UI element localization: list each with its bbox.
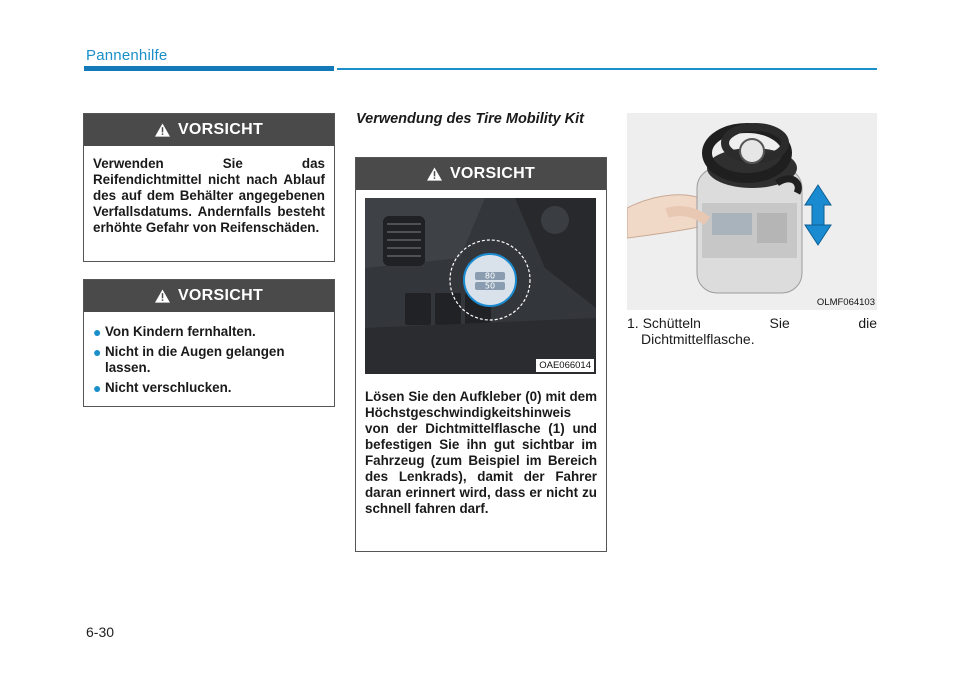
bullet-icon: ●	[93, 380, 102, 396]
caution-text: Verwenden Sie das Reifendichtmittel nicht nach Ablauf des auf dem Behälter angegebenen Verfallsdatums. Andernfalls besteht erhöhte Gefahr von Reifenschäden.	[93, 156, 325, 235]
caution-text: Lösen Sie den Aufkleber (0) mit dem Höchstgeschwindigkeitshinweis von der Dichtmittelflasche (1) und befestigen Sie ihn gut sichtbar im Fahrzeug (zum Beispiel im Bereich des Lenkrads), damit der Fahrer daran erinnert wird, dass er nicht zu schnell fahren darf.	[365, 389, 597, 516]
step-word: die	[858, 315, 877, 331]
sticker-speed-lower: 50	[484, 281, 496, 291]
caution-title: VORSICHT	[177, 121, 264, 138]
caution-box-safety	[83, 279, 335, 407]
bullet-icon: ●	[93, 344, 102, 360]
instruction-step	[627, 315, 877, 347]
warning-triangle-icon	[155, 289, 170, 303]
page-number: 6-30	[86, 624, 115, 640]
caution-header	[84, 114, 334, 146]
caution-title: VORSICHT	[177, 287, 264, 304]
caution-box-expiry	[83, 113, 335, 262]
list-item: ● Nicht verschlucken.	[93, 380, 232, 396]
section-subheading: Verwendung des Tire Mobility Kit	[356, 111, 584, 127]
dashboard-sticker-photo	[365, 198, 596, 374]
list-item: ● Von Kindern fernhalten.	[93, 324, 256, 340]
warning-triangle-icon	[427, 167, 442, 181]
caution-title: VORSICHT	[449, 165, 536, 182]
section-title: Pannenhilfe	[86, 47, 168, 64]
shake-bottle-illustration	[627, 113, 877, 310]
header-rule-dark	[84, 66, 334, 71]
dashboard-illustration	[365, 198, 596, 374]
step-continuation: Dichtmittelflasche.	[641, 331, 755, 347]
image-code-label: OAE066014	[536, 359, 594, 372]
list-item: ● Nicht in die Augen gelangen lassen.	[93, 344, 285, 375]
caution-header	[356, 158, 606, 190]
header-rule-light	[337, 68, 877, 70]
step-number-and-word: 1. Schütteln	[627, 315, 701, 331]
image-code-label: OLMF064103	[816, 297, 875, 308]
sticker-speed-upper: 80	[484, 271, 496, 281]
shake-bottle-photo	[627, 113, 877, 310]
caution-bullet-list	[84, 312, 334, 410]
step-word: Sie	[769, 315, 790, 331]
warning-triangle-icon	[155, 123, 170, 137]
caution-header	[84, 280, 334, 312]
bullet-icon: ●	[93, 324, 102, 340]
